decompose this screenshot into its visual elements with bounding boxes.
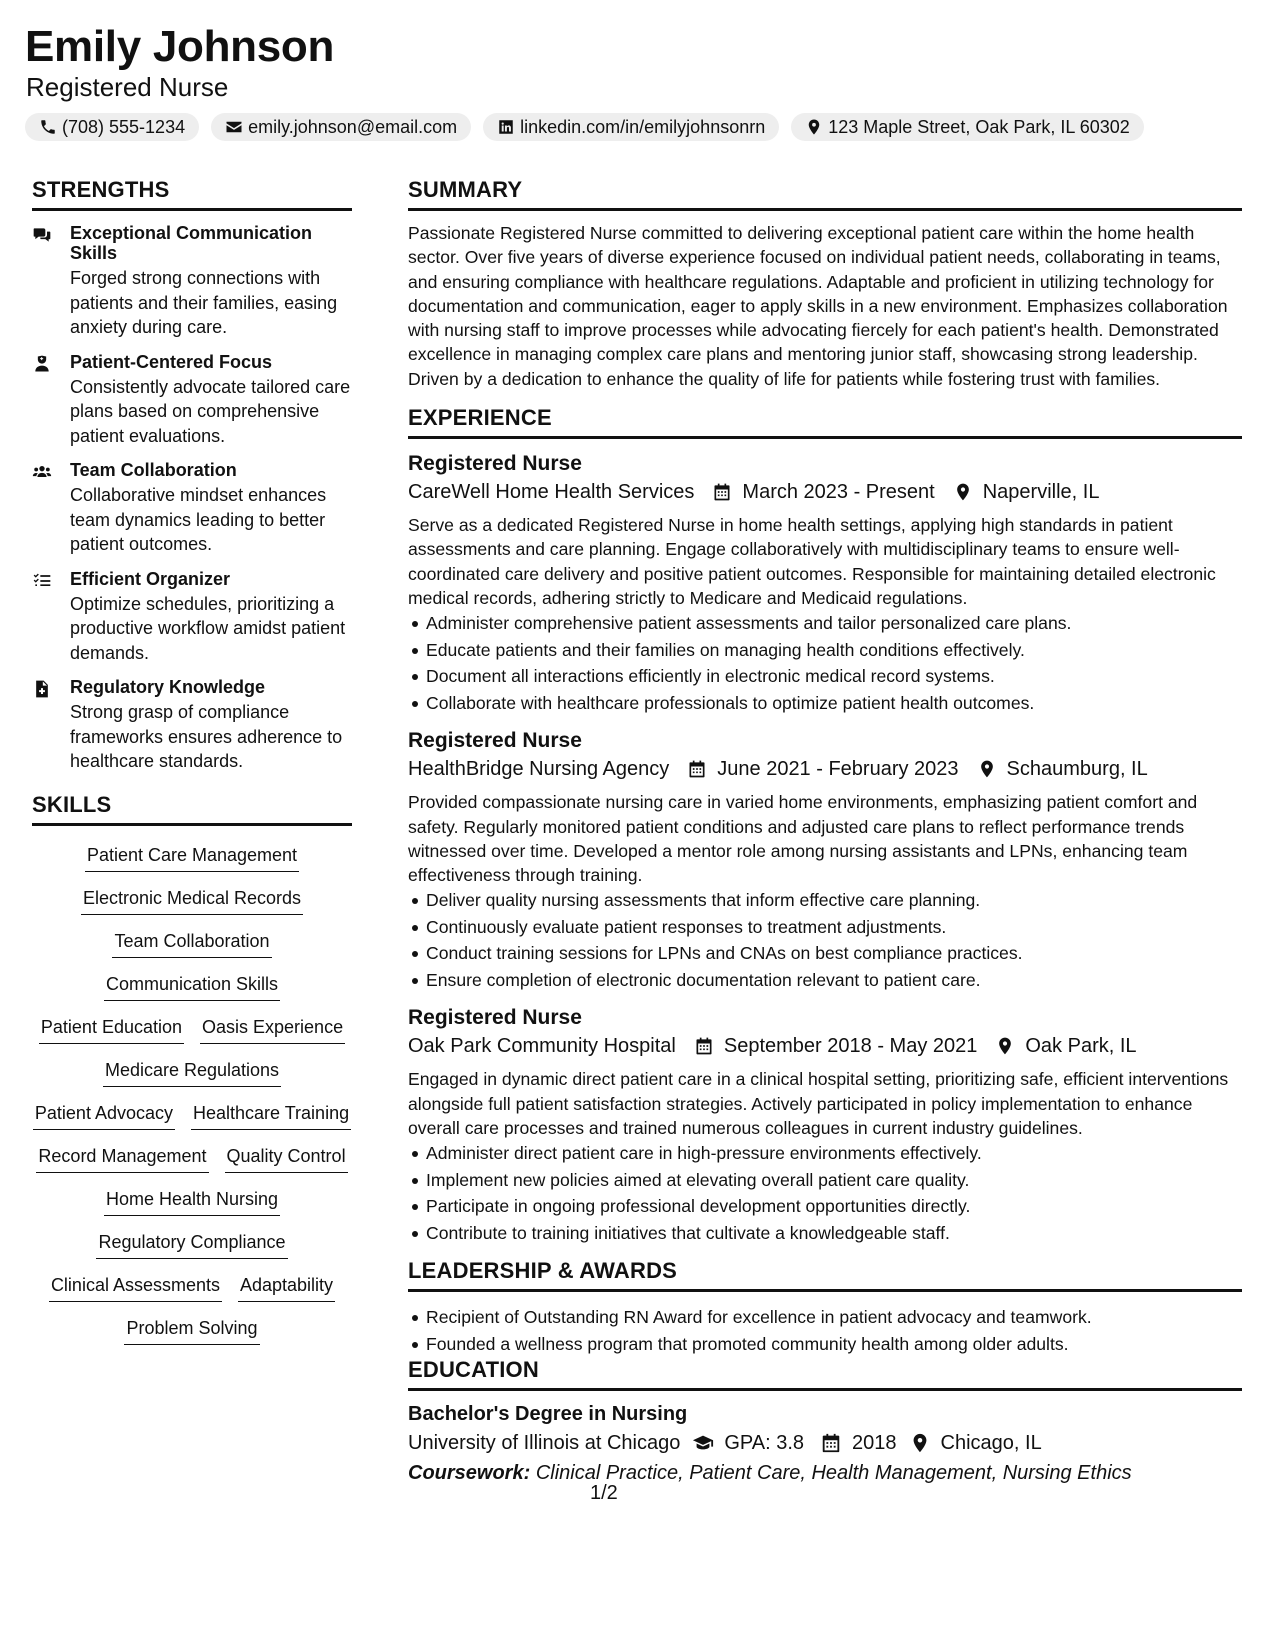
strength-item (32, 569, 352, 666)
calendar-icon (820, 1432, 842, 1454)
skill-tag: Patient Care Management (85, 844, 299, 872)
skill-tag: Clinical Assessments (49, 1274, 222, 1302)
job-description: Provided compassionate nursing care in varied home environments, emphasizing patient comfort and safety. Regularly monitored patient conditions and adjusted care plans to reflect performance trends witnessed over time. Developed a mentor role among nursing assistants and LPNs, enhancing team effectiveness through training. (408, 792, 1198, 886)
strength-item (32, 677, 352, 774)
coursework-text: Clinical Practice, Patient Care, Health Management, Nursing Ethics (535, 1462, 1132, 1485)
skill-tag: Healthcare Training (191, 1102, 351, 1130)
bullet-item: Educate patients and their families on managing health conditions effectively. (426, 637, 1242, 664)
page-number: 1/2 (590, 1482, 618, 1504)
job-entry (408, 451, 1242, 716)
bullet-item: Continuously evaluate patient responses to treatment adjustments. (426, 914, 1242, 941)
awards-heading: LEADERSHIP & AWARDS (408, 1258, 1242, 1292)
job-location: Schaumburg, IL (1006, 758, 1148, 781)
bullet-item: Participate in ongoing professional development opportunities directly. (426, 1193, 1242, 1220)
bullet-item: Administer direct patient care in high-pressure environments effectively. (426, 1140, 1242, 1167)
bullet-item: Document all interactions efficiently in electronic medical record systems. (426, 663, 1242, 690)
strength-item (32, 352, 352, 449)
map-pin-icon (953, 482, 973, 502)
strength-desc: Strong grasp of compliance frameworks ensures adherence to healthcare standards. (70, 702, 343, 771)
map-pin-icon (805, 118, 823, 136)
contact-bar (25, 113, 1144, 141)
calendar-icon (712, 482, 732, 502)
strength-title: Exceptional Communication Skills (70, 223, 313, 263)
strength-item (32, 223, 352, 340)
graduation-cap-icon (692, 1432, 714, 1454)
phone-text: (708) 555-1234 (62, 116, 186, 137)
job-meta (408, 477, 1242, 507)
skills-heading: SKILLS (32, 792, 352, 826)
award-item: Founded a wellness program that promoted community health among older adults. (426, 1331, 1242, 1358)
education-meta (408, 1427, 1242, 1459)
bullet-item: Collaborate with healthcare professionals to optimize patient health outcomes. (426, 690, 1242, 717)
job-dates: March 2023 - Present (742, 481, 935, 504)
job-bullets (408, 1140, 1242, 1246)
skill-tag: Team Collaboration (112, 930, 271, 958)
phone-icon (39, 118, 57, 136)
job-company: Oak Park Community Hospital (408, 1035, 676, 1058)
skill-tag: Electronic Medical Records (81, 887, 303, 915)
skills-list (32, 844, 352, 1345)
map-pin-icon (909, 1432, 931, 1454)
job-bullets (408, 610, 1242, 716)
skill-tag: Home Health Nursing (104, 1188, 280, 1216)
email-contact[interactable] (211, 113, 471, 141)
linkedin-text: linkedin.com/in/emilyjohnsonrn (520, 116, 766, 137)
bullet-item: Ensure completion of electronic documentation relevant to patient care. (426, 967, 1242, 994)
job-description: Engaged in dynamic direct patient care in a clinical hospital setting, prioritizing safe, efficient interventions alongside full patient satisfaction strategies. Actively participated in policy implementation to enhance overall care processes and trained numerous colleagues in current industry guidelines. (408, 1069, 1229, 1139)
calendar-icon (687, 759, 707, 779)
coursework-label: Coursework: (408, 1462, 531, 1485)
list-check-icon (32, 571, 52, 591)
strength-desc: Collaborative mindset enhances team dynamics leading to better patient outcomes. (70, 485, 327, 554)
map-pin-icon (995, 1036, 1015, 1056)
job-title: Registered Nurse (408, 1006, 582, 1030)
file-medical-icon (32, 679, 52, 699)
job-description: Serve as a dedicated Registered Nurse in home health settings, applying high standards in patient assessments and care planning. Engage collaboratively with multidisciplinary teams to ensure well-coordinated care delivery and positive patient outcomes. Responsible for maintaining detailed electronic medical records, adhering strictly to Medicare and Medicaid regulations. (408, 515, 1216, 608)
skill-tag: Quality Control (225, 1145, 348, 1173)
award-item: Recipient of Outstanding RN Award for excellence in patient advocacy and teamwork. (426, 1304, 1242, 1331)
summary-heading: SUMMARY (408, 177, 1242, 211)
strength-desc: Forged strong connections with patients and their families, easing anxiety during care. (70, 268, 338, 337)
job-meta (408, 1031, 1242, 1061)
job-entry (408, 728, 1242, 993)
job-location: Oak Park, IL (1025, 1035, 1137, 1058)
strength-title: Regulatory Knowledge (70, 677, 266, 697)
bullet-item: Deliver quality nursing assessments that inform effective care planning. (426, 887, 1242, 914)
education-school: University of Illinois at Chicago (408, 1432, 681, 1455)
bullet-item: Administer comprehensive patient assessments and tailor personalized care plans. (426, 610, 1242, 637)
skill-tag: Problem Solving (124, 1317, 259, 1345)
skill-tag: Patient Education (39, 1016, 184, 1044)
strengths-heading: STRENGTHS (32, 177, 352, 211)
education-coursework (408, 1459, 1242, 1487)
skill-tag: Communication Skills (104, 973, 280, 1001)
right-column (408, 177, 1242, 1487)
education-year: 2018 (852, 1432, 897, 1455)
job-meta (408, 754, 1242, 784)
email-text: emily.johnson@email.com (248, 116, 458, 137)
strength-title: Patient-Centered Focus (70, 351, 273, 372)
skill-tag: Regulatory Compliance (96, 1231, 287, 1259)
map-pin-icon (977, 759, 997, 779)
skill-tag: Record Management (36, 1145, 208, 1173)
bullet-item: Conduct training sessions for LPNs and CNAs on best compliance practices. (426, 940, 1242, 967)
skill-tag: Oasis Experience (200, 1016, 345, 1044)
address-contact (791, 113, 1144, 141)
skill-tag: Adaptability (238, 1274, 335, 1302)
left-column (32, 177, 352, 1345)
job-company: HealthBridge Nursing Agency (408, 758, 670, 781)
job-entry (408, 1005, 1242, 1246)
address-text: 123 Maple Street, Oak Park, IL 60302 (828, 116, 1130, 137)
job-title: Registered Nurse (408, 729, 582, 753)
linkedin-contact[interactable] (483, 113, 779, 141)
users-icon (32, 462, 52, 482)
skill-tag: Patient Advocacy (33, 1102, 175, 1130)
comments-icon (32, 225, 52, 245)
strength-title: Efficient Organizer (70, 568, 231, 589)
education-location: Chicago, IL (940, 1432, 1042, 1455)
strength-desc: Consistently advocate tailored care plans based on comprehensive patient evaluations. (70, 376, 351, 446)
strength-title: Team Collaboration (70, 460, 237, 480)
strength-item (32, 460, 352, 557)
education-gpa: GPA: 3.8 (724, 1432, 805, 1455)
candidate-title: Registered Nurse (26, 72, 229, 102)
phone-contact[interactable] (25, 113, 199, 141)
job-company: CareWell Home Health Services (408, 481, 695, 504)
linkedin-icon (497, 118, 515, 136)
nurse-icon (32, 354, 52, 374)
job-title: Registered Nurse (408, 452, 582, 476)
job-location: Naperville, IL (982, 481, 1100, 504)
skill-tag: Medicare Regulations (103, 1059, 281, 1087)
job-dates: September 2018 - May 2021 (723, 1035, 978, 1058)
summary-text: Passionate Registered Nurse committed to delivering exceptional patient care within the home health sector. Over five years of diverse experience focused on individual patient needs, collaborating in teams, and ensuring compliance with healthcare regulations. Adaptable and proficient in utilizing technology for documentation and communication, eager to apply skills in a new environment. Emphasizes collaboration with nursing staff to improve processes while advocating fiercely for each patient's health. Demonstrated excellence in managing complex care plans and mentoring junior staff, showcasing strong leadership. Driven by a dedication to enhance the quality of life for patients while fostering trust with families. (408, 223, 1228, 389)
awards-list (408, 1304, 1242, 1357)
calendar-icon (694, 1036, 714, 1056)
job-dates: June 2021 - February 2023 (717, 758, 959, 781)
education-degree: Bachelor's Degree in Nursing (408, 1403, 688, 1426)
bullet-item: Contribute to training initiatives that cultivate a knowledgeable staff. (426, 1220, 1242, 1247)
strength-desc: Optimize schedules, prioritizing a productive workflow amidst patient demands. (70, 593, 346, 663)
bullet-item: Implement new policies aimed at elevating overall patient care quality. (426, 1167, 1242, 1194)
experience-heading: EXPERIENCE (408, 405, 1242, 439)
education-heading: EDUCATION (408, 1357, 1242, 1391)
envelope-icon (225, 118, 243, 136)
candidate-name: Emily Johnson (25, 22, 335, 71)
job-bullets (408, 887, 1242, 993)
